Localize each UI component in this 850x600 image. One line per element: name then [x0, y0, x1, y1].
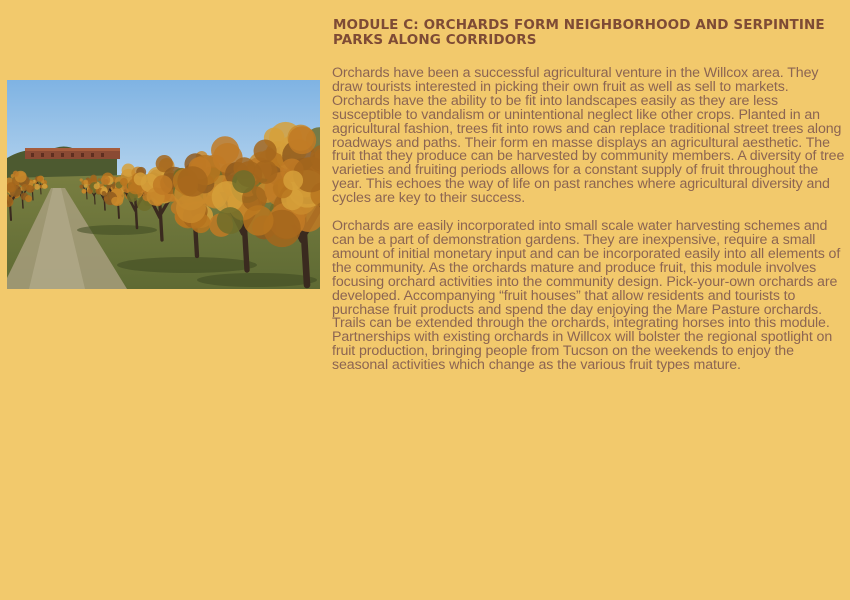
orchard-photo — [7, 80, 320, 289]
module-heading: MODULE C: ORCHARDS FORM NEIGHBORHOOD AND SERPINTINE PARKS ALONG CORRIDORS — [333, 17, 825, 48]
orchard-image — [7, 80, 320, 289]
paragraph-1: Orchards have been a successful agricultural venture in the Willcox area. They draw tourists interested in picking their own fruit as well as sell to markets. Orchards have the ability to be fit into landscapes easily as they are less susceptible to vandalism or unintentional neglect like other crops. Planted in an agricultural fashion, trees fit into rows and can replace traditional street trees along roadways and paths. Their form en masse displays an agricultural aesthetic. The fruit that they produce can be harvested by community members. A diversity of tree varieties and fruiting periods allows for a constant supply of fruit throughout the year. This echoes the way of life on past ranches where agricultural diversity and cycles are key to their success. — [332, 65, 845, 207]
paragraph-2: Orchards are easily incorporated into small scale water harvesting schemes and can be a part of demonstration gardens. They are inexpensive, require a small amount of initial monetary input and can be incorporated easily into all elements of the community. As the orchards mature and produce fruit, this module involves focusing orchard activities into the community design. Pick-your-own orchards are developed. Accompanying “fruit houses” that allow residents and tourists to purchase fruit products and spend the day enjoying the Mare Pasture orchards. Trails can be extended through the orchards, integrating horses into this module. Partnerships with existing orchards in Willcox will bolster the regional spotlight on fruit production, bringing people from Tucson on the weekends to enjoy the seasonal activities which change as the various fruit types mature. — [332, 218, 841, 374]
module-body — [332, 67, 847, 387]
